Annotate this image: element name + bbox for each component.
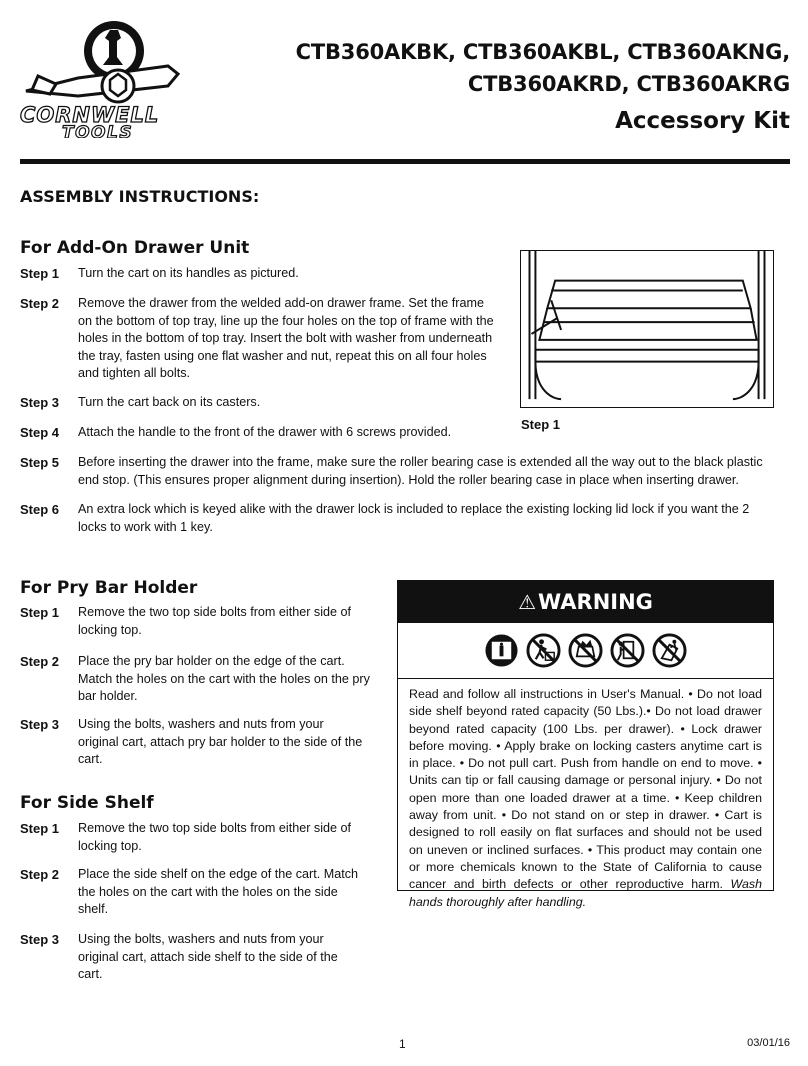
drawer-step-6: [20, 501, 780, 536]
step-label: Step 1: [20, 605, 60, 620]
warning-text-italic: Wash hands thoroughly after handling.: [409, 877, 762, 909]
page-number: 1: [399, 1037, 406, 1051]
warning-icons: [398, 623, 773, 679]
no-climb-icon: [526, 633, 561, 668]
warning-box: [397, 580, 774, 909]
drawer-step-2: [20, 295, 500, 383]
drawer-step-1: [20, 265, 490, 283]
step-text: Remove the two top side bolts from either side of locking top.: [78, 605, 351, 637]
step-text: Remove the two top side bolts from either side of locking top.: [78, 821, 351, 853]
step-text: Turn the cart on its handles as pictured.: [78, 266, 299, 280]
step-text: Using the bolts, washers and nuts from your original cart, attach pry bar holder to the side of the cart.: [78, 717, 363, 766]
step-text: Using the bolts, washers and nuts from your original cart, attach side shelf to the side of the cart.: [78, 932, 338, 981]
step-label: Step 4: [20, 425, 60, 440]
model-numbers-line-1: CTB360AKBK, CTB360AKBL, CTB360AKNG,: [295, 40, 790, 64]
step-label: Step 2: [20, 296, 60, 311]
step-label: Step 1: [20, 821, 60, 836]
step-label: Step 2: [20, 654, 60, 669]
step-text: Before inserting the drawer into the frame, make sure the roller bearing case is extended all the way out to the black plastic end stop. (This ensures proper alignment during insertion). Hold the roller bearing case in place when inserting drawer.: [78, 455, 763, 487]
manual-icon: [484, 633, 519, 668]
drawer-section-title: For Add-On Drawer Unit: [20, 238, 250, 258]
tip-over-icon: [652, 633, 687, 668]
drawer-step-4: [20, 424, 500, 442]
warning-header: [398, 581, 773, 623]
no-push-icon: [610, 633, 645, 668]
no-overload-icon: [568, 633, 603, 668]
drawer-step-3: [20, 394, 490, 412]
shelf-section-title: For Side Shelf: [20, 793, 154, 813]
shelf-step-2: [20, 866, 370, 919]
model-numbers-line-2: CTB360AKRD, CTB360AKRG: [467, 72, 790, 96]
model-numbers: [296, 36, 790, 100]
warning-triangle-icon: ⚠: [518, 590, 537, 614]
pry-step-3: [20, 716, 365, 769]
step-label: Step 3: [20, 395, 60, 410]
warning-text: [398, 679, 773, 911]
step-text: Place the pry bar holder on the edge of the cart. Match the holes on the cart with the holes on the pry bar holder.: [78, 654, 370, 703]
cart-on-handles-illustration: [520, 250, 774, 408]
step-text: Remove the drawer from the welded add-on drawer frame. Set the frame on the bottom of top tray, line up the four holes on the top of frame with the holes in the bottom of top tray. Insert the bolt with washer from underneath the tray, fasten using one flat washer and nut, repeat this on all four holes and tighten all bolts.: [78, 296, 494, 380]
step-text: Turn the cart back on its casters.: [78, 395, 261, 409]
pry-step-2: [20, 653, 370, 706]
cornwell-tools-logo: [18, 16, 188, 138]
warning-text-main: Read and follow all instructions in User's Manual. • Do not load side shelf beyond rated capacity (50 Lbs.).• Do not load drawer beyond rated capacity (100 Lbs. per drawer). • Lock drawer before moving. • Apply brake on locking casters anytime cart is in place. • Do not pull cart. Push from handle on end to move. • Units can tip or fall causing damage or personal injury. • Do not open more than one loaded drawer at a time. • Keep children away from unit. • Do not stand on or step in drawer. • Cart is designed to roll easily on flat surfaces and should not be used on uneven or inclined surfaces. • This product may contain one or more chemicals known to the State of California to cause cancer and birth defects or other reproductive harm.: [409, 687, 762, 892]
step-label: Step 1: [20, 266, 60, 281]
drawer-step-5: [20, 454, 780, 489]
step-label: Step 2: [20, 867, 60, 882]
pry-section-title: For Pry Bar Holder: [20, 578, 198, 598]
revision-date: 03/01/16: [747, 1037, 790, 1049]
step-text: An extra lock which is keyed alike with the drawer lock is included to replace the existing locking lid lock if you want the 2 locks to work with 1 key.: [78, 502, 750, 534]
warning-title: WARNING: [538, 590, 653, 614]
svg-text:TOOLS: TOOLS: [62, 123, 134, 138]
step-label: Step 5: [20, 455, 60, 470]
step-label: Step 6: [20, 502, 60, 517]
figure-caption: Step 1: [521, 417, 561, 432]
header-divider: [20, 159, 790, 164]
step-text: Attach the handle to the front of the drawer with 6 screws provided.: [78, 425, 452, 439]
step-label: Step 3: [20, 932, 60, 947]
pry-step-1: [20, 604, 370, 639]
shelf-step-3: [20, 931, 365, 984]
step-label: Step 3: [20, 717, 60, 732]
shelf-step-1: [20, 820, 370, 855]
assembly-heading: ASSEMBLY INSTRUCTIONS:: [20, 187, 260, 206]
step-text: Place the side shelf on the edge of the cart. Match the holes on the cart with the holes on the side shelf.: [78, 867, 359, 916]
kit-title: Accessory Kit: [615, 108, 790, 134]
svg-text:CORNWELL: CORNWELL: [20, 103, 160, 127]
